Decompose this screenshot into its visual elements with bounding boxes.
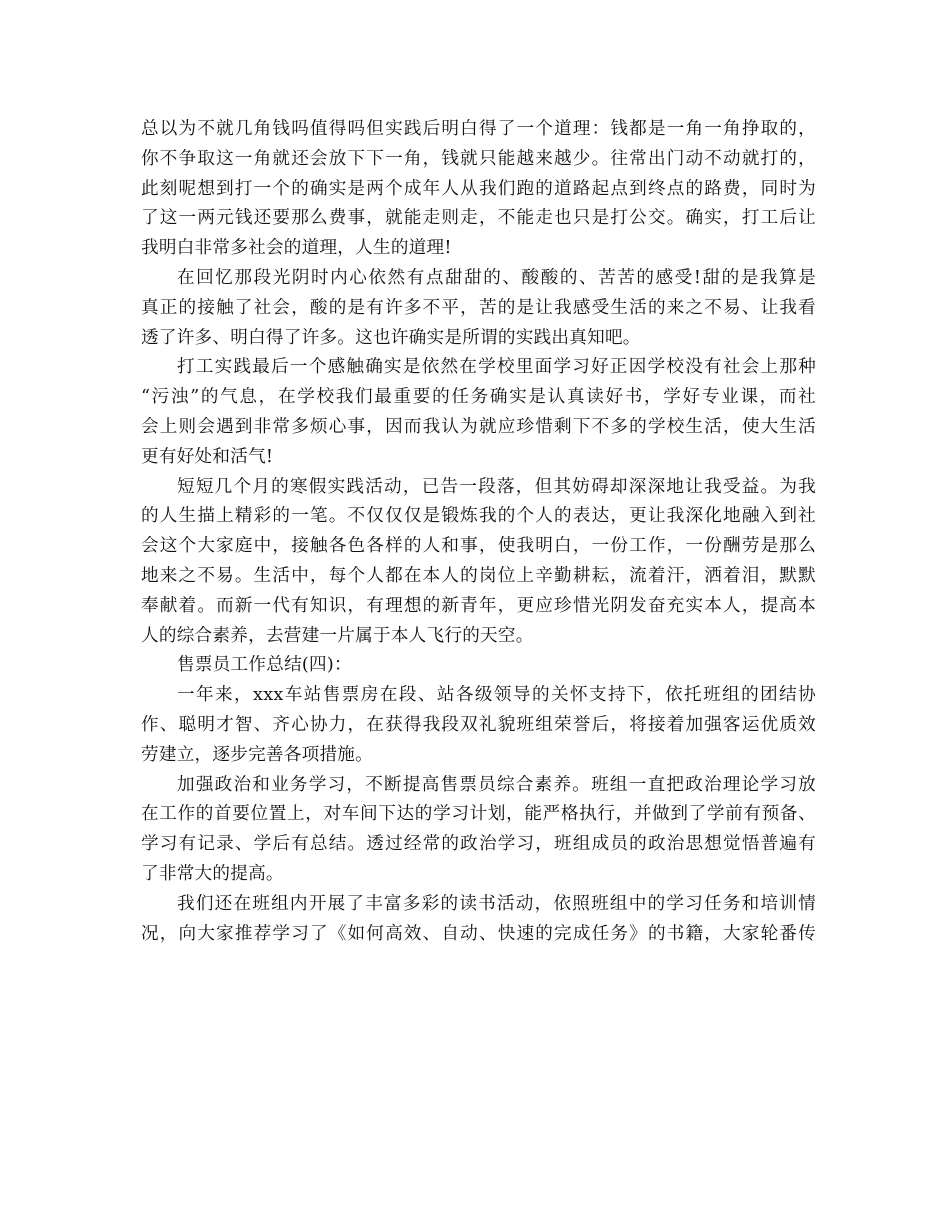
text-line: 人的综合素养，去营建一片属于本人飞行的天空。 <box>141 625 534 646</box>
section-heading: 售票员工作总结(四)： <box>177 655 352 676</box>
text-line: 总以为不就几角钱吗值得吗但实践后明白得了一个道理：钱都是一角一角挣取的， <box>141 119 816 139</box>
paragraph-start-line: 打工实践最后一个感触确实是依然在学校里面学习好正因学校没有社会上那种 <box>177 357 816 378</box>
text-line: 学习有记录、学后有总结。透过经常的政治学习，班组成员的政治思想觉悟普遍有 <box>141 834 816 855</box>
text-line: 况，向大家推荐学习了《如何高效、自动、快速的完成任务》的书籍，大家轮番传 <box>141 923 816 944</box>
paragraph-start-line: 一年来，xxx车站售票房在段、站各级领导的关怀支持下，依托班组的团结协 <box>177 685 816 706</box>
text-line: 地来之不易。生活中，每个人都在本人的岗位上辛勤耕耘，流着汗，洒着泪，默默 <box>141 565 816 586</box>
text-line: 作、聪明才智、齐心协力，在获得我段双礼貌班组荣誉后，将接着加强客运优质效 <box>141 714 816 735</box>
paragraph-start-line: 在回忆那段光阴时内心依然有点甜甜的、酸酸的、苦苦的感受!甜的是我算是 <box>177 267 816 288</box>
text-line: 此刻呢想到打一个的确实是两个成年人从我们跑的道路起点到终点的路费，同时为 <box>141 178 816 199</box>
text-line: 的人生描上精彩的一笔。不仅仅仅是锻炼我的个人的表达，更让我深化地融入到社 <box>141 506 816 527</box>
paragraph-start-line: 我们还在班组内开展了丰富多彩的读书活动，依照班组中的学习任务和培训情 <box>177 893 816 914</box>
text-line: 你不争取这一角就还会放下下一角，钱就只能越来越少。往常出门动不动就打的， <box>141 148 816 169</box>
text-line: 在工作的首要位置上，对车间下达的学习计划，能严格执行，并做到了学前有预备、 <box>141 804 816 825</box>
text-line: 奉献着。而新一代有知识，有理想的新青年，更应珍惜光阴发奋充实本人，提高本 <box>141 595 816 616</box>
text-line: 真正的接触了社会，酸的是有许多不平，苦的是让我感受生活的来之不易、让我看 <box>141 297 816 318</box>
paragraph-start-line: 短短几个月的寒假实践活动，已告一段落，但其妨碍却深深地让我受益。为我 <box>177 476 816 497</box>
text-line: 劳建立，逐步完善各项措施。 <box>141 744 373 765</box>
text-line: 透了许多、明白得了许多。这也许确实是所谓的实践出真知吧。 <box>141 327 641 348</box>
text-line: 会这个大家庭中，接触各色各样的人和事，使我明白，一份工作，一份酬劳是那么 <box>141 536 816 557</box>
paragraph-start-line: 加强政治和业务学习，不断提高售票员综合素养。班组一直把政治理论学习放 <box>177 774 816 795</box>
document-body <box>141 115 816 949</box>
text-line: 更有好处和活气! <box>141 446 274 467</box>
text-line: 了这一两元钱还要那么费事，就能走则走，不能走也只是打公交。确实，打工后让 <box>141 208 816 229</box>
text-line: 了非常大的提高。 <box>141 863 284 884</box>
text-line: “污浊”的气息，在学校我们最重要的任务确实是认真读好书，学好专业课，而社 <box>141 387 816 408</box>
text-line: 会上则会遇到非常多烦心事，因而我认为就应珍惜剩下不多的学校生活，使大生活 <box>141 416 816 437</box>
text-line: 我明白非常多社会的道理，人生的道理! <box>141 238 452 259</box>
